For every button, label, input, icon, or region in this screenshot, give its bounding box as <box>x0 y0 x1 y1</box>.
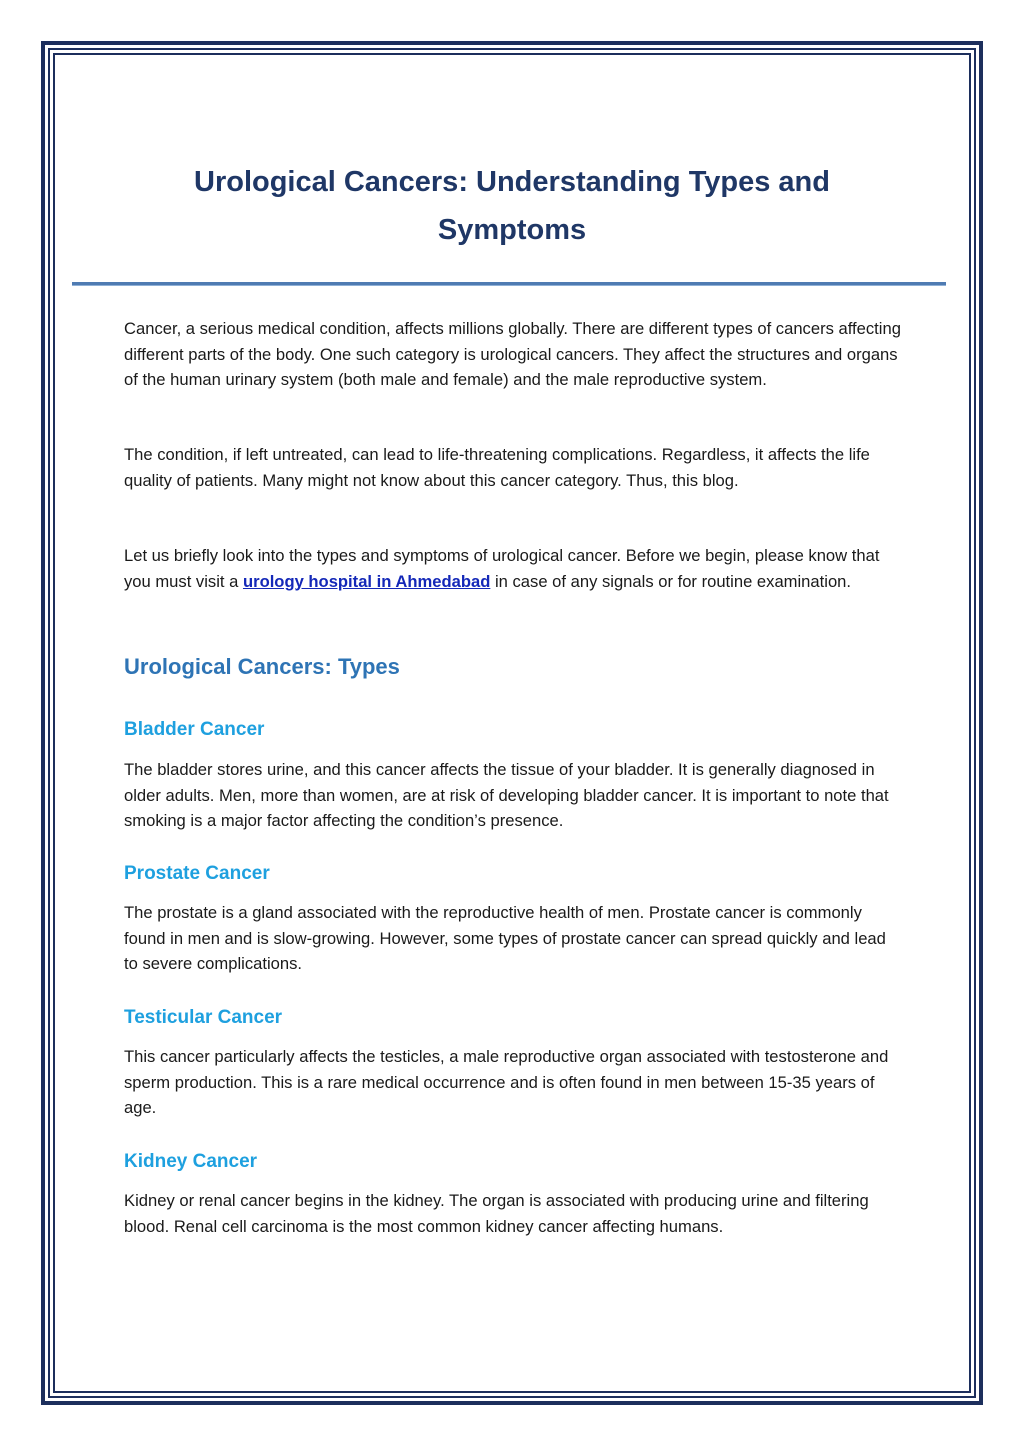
prostate-cancer-text: The prostate is a gland associated with the reproductive health of men. Prostate cancer is commonly found in men and is slow-growing. However, some types of prostate cancer can spread quickly and lead to severe complications. <box>124 903 886 973</box>
document-title-line1: Urological Cancers: Understanding Types and <box>194 166 830 198</box>
intro-paragraph-3-start: Let us briefly look into the types and symptoms of urological cancer. Before we begin, please know that you must visit a <box>124 546 880 591</box>
prostate-cancer-heading: Prostate Cancer <box>124 863 270 884</box>
intro-paragraph-3 <box>124 543 904 594</box>
document-title-line2: Symptoms <box>437 214 587 246</box>
intro-paragraph-2: The condition, if left untreated, can lead to life-threatening complications. Regardless, it affects the life quality of patients. Many might not know about this cancer category. Thus, this blog. <box>124 445 870 490</box>
bladder-cancer-text: The bladder stores urine, and this cancer affects the tissue of your bladder. It is generally diagnosed in older adults. Men, more than women, are at risk of developing bladder cancer. It is important to note that smoking is a major factor affecting the condition’s presence. <box>124 760 889 830</box>
document-title <box>120 158 904 254</box>
intro-paragraph-1: Cancer, a serious medical condition, affects millions globally. There are different types of cancers affecting different parts of the body. One such category is urological cancers. They affect the structures and organs of the human urinary system (both male and female) and the male reproductive system. <box>124 319 901 389</box>
testicular-cancer-text: This cancer particularly affects the testicles, a male reproductive organ associated with testosterone and sperm production. This is a rare medical occurrence and is often found in men between 15-35 years of age. <box>124 1047 889 1117</box>
urology-hospital-link[interactable]: urology hospital in Ahmedabad <box>242 571 491 591</box>
kidney-cancer-heading: Kidney Cancer <box>124 1151 258 1172</box>
types-section-heading: Urological Cancers: Types <box>124 654 400 679</box>
title-divider <box>72 282 946 286</box>
kidney-cancer-text: Kidney or renal cancer begins in the kidney. The organ is associated with producing urine and filtering blood. Renal cell carcinoma is the most common kidney cancer affecting humans. <box>124 1191 869 1236</box>
bladder-cancer-heading: Bladder Cancer <box>124 719 265 740</box>
testicular-cancer-heading: Testicular Cancer <box>124 1007 283 1028</box>
intro-paragraph-3-end: in case of any signals or for routine examination. <box>490 571 852 591</box>
